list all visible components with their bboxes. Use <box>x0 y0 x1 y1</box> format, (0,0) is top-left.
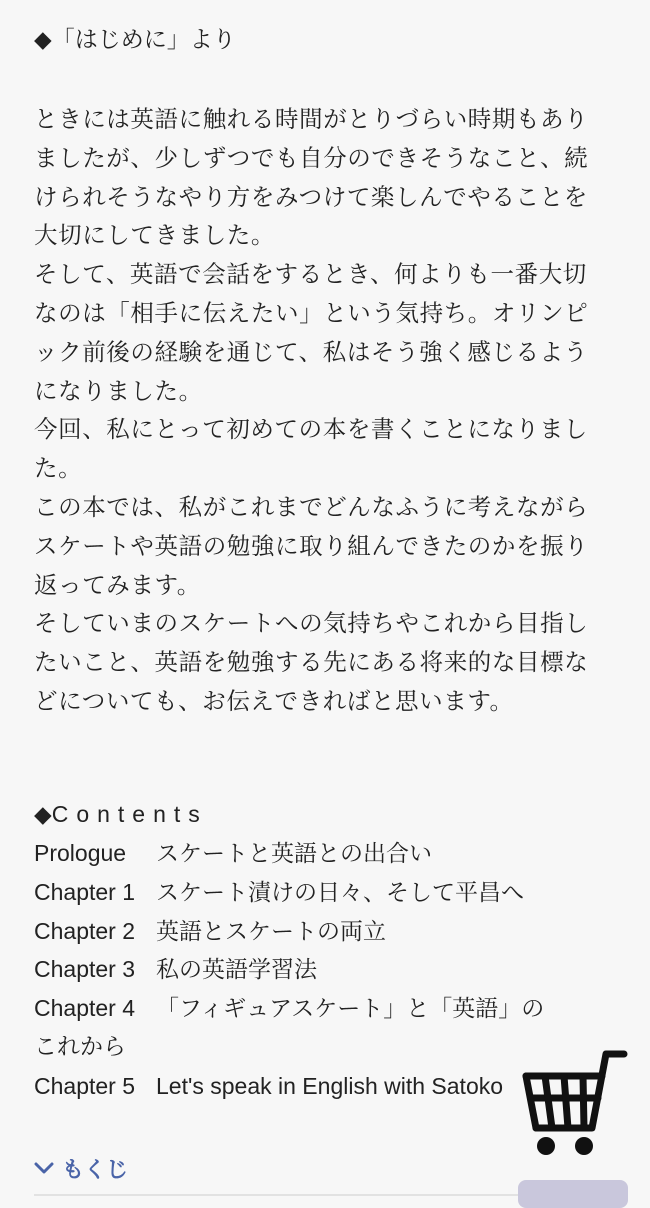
floating-action-button[interactable] <box>518 1180 628 1208</box>
body-line: そしていまのスケートへの気持ちやこれから目指し <box>34 609 589 638</box>
chevron-down-icon <box>34 1161 54 1175</box>
toc-chapter-number: Chapter 1 <box>34 878 136 905</box>
body-line: どについても、お伝えできればと思います。 <box>34 686 514 715</box>
toc-row-prologue <box>34 834 634 873</box>
toc-chapter-title: スケート漬けの日々、そして平昌へ <box>156 879 524 906</box>
toc-chapter-title: Let's speak in English with Satoko <box>156 1072 504 1099</box>
toc-chapter-title: スケートと英語との出合い <box>156 841 432 867</box>
contents-heading <box>34 796 208 833</box>
toc-row-chapter-2 <box>34 912 634 951</box>
toc-row-chapter-1 <box>34 873 634 912</box>
shopping-cart-icon[interactable] <box>520 1048 630 1160</box>
toc-chapter-title: 「フィギュアスケート」と「英語」の <box>156 996 545 1023</box>
body-line: 返ってみます。 <box>34 570 201 599</box>
toc-chapter-number: Chapter 2 <box>34 917 136 944</box>
body-line: たいこと、英語を勉強する先にある将来的な目標な <box>34 648 589 677</box>
toc-row-chapter-4 <box>34 989 634 1028</box>
toc-toggle-label: もくじ <box>62 1157 129 1183</box>
intro-heading: ◆「はじめに」より <box>34 27 236 53</box>
toc-chapter-title: 私の英語学習法 <box>156 957 317 984</box>
body-line: 大切にしてきました。 <box>34 221 275 250</box>
intro-body <box>34 100 624 721</box>
toc-chapter-title: 英語とスケートの両立 <box>156 918 386 945</box>
toc-chapter-number: Chapter 4 <box>34 995 136 1022</box>
toc-chapter-number: Prologue <box>34 840 127 866</box>
body-line: 今回、私にとって初めての本を書くことになりまし <box>34 415 588 444</box>
toc-chapter-title-continuation: これから <box>34 1033 126 1060</box>
body-line: ック前後の経験を通じて、私はそう強く感じるよう <box>34 337 588 366</box>
body-line: ましたが、少しずつでも自分のできそうなこと、続 <box>34 143 589 172</box>
toc-row-chapter-3 <box>34 950 634 989</box>
body-line: た。 <box>34 454 83 483</box>
toc-chapter-number: Chapter 5 <box>34 1072 136 1099</box>
body-line: になりました。 <box>34 376 203 405</box>
body-line: スケートや英語の勉強に取り組んできたのかを振り <box>34 531 589 560</box>
body-line: けられそうなやり方をみつけて楽しんでやることを <box>34 182 588 211</box>
toc-toggle-button[interactable] <box>34 1150 128 1186</box>
contents-marker: ◆ <box>34 802 52 828</box>
body-line: ときには英語に触れる時間がとりづらい時期もあり <box>34 105 589 133</box>
body-line: そして、英語で会話をするとき、何よりも一番大切 <box>34 260 587 289</box>
body-line: この本では、私がこれまでどんなふうに考えながら <box>34 492 589 521</box>
toc-chapter-number: Chapter 3 <box>34 956 136 983</box>
body-line: なのは「相手に伝えたい」という気持ち。オリンピ <box>34 298 589 327</box>
contents-label: Contents <box>51 801 208 827</box>
